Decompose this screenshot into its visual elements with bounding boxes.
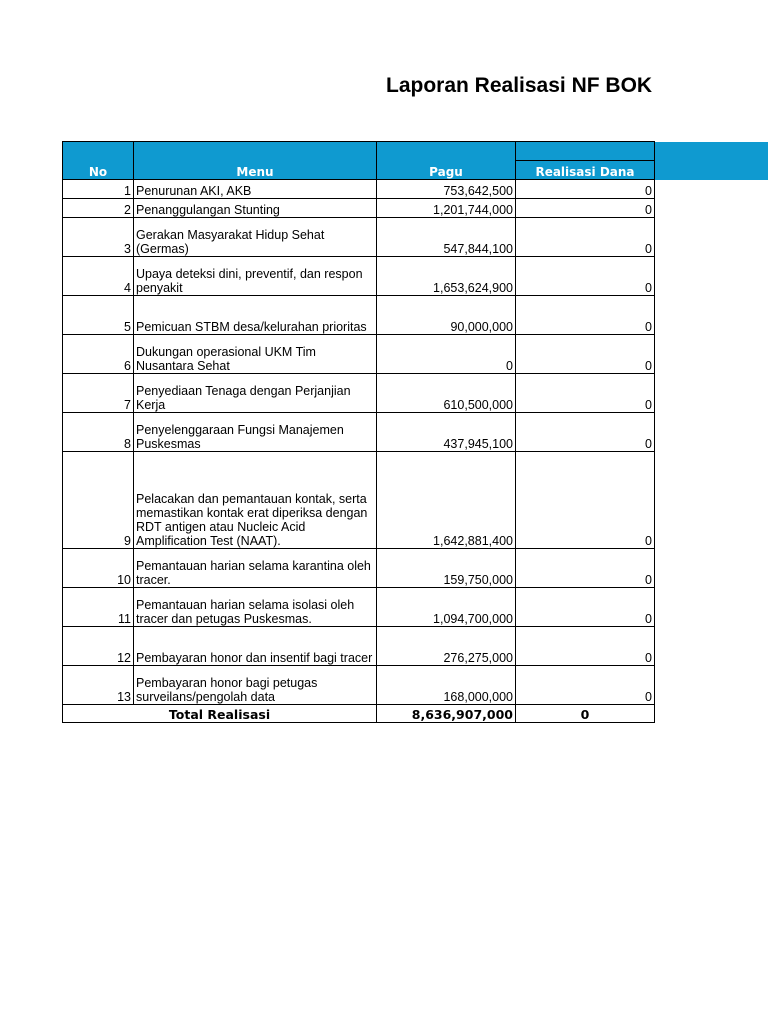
row-realisasi: 0 xyxy=(516,413,655,452)
row-realisasi: 0 xyxy=(516,199,655,218)
row-menu: Penyelenggaraan Fungsi Manajemen Puskesmas xyxy=(134,413,377,452)
col-header-realisasi: Realisasi Dana xyxy=(516,161,655,180)
col-header-menu: Menu xyxy=(134,142,377,180)
report-table xyxy=(62,141,655,723)
row-realisasi: 0 xyxy=(516,374,655,413)
table-row xyxy=(63,257,655,296)
row-no: 4 xyxy=(63,257,134,296)
col-header-group xyxy=(516,142,655,161)
row-menu: Pemantauan harian selama isolasi oleh tracer dan petugas Puskesmas. xyxy=(134,588,377,627)
table-row xyxy=(63,180,655,199)
row-menu: Penyediaan Tenaga dengan Perjanjian Kerja xyxy=(134,374,377,413)
row-pagu: 610,500,000 xyxy=(377,374,516,413)
row-pagu: 0 xyxy=(377,335,516,374)
row-pagu: 90,000,000 xyxy=(377,296,516,335)
table-row xyxy=(63,588,655,627)
row-pagu: 159,750,000 xyxy=(377,549,516,588)
row-realisasi: 0 xyxy=(516,257,655,296)
row-realisasi: 0 xyxy=(516,666,655,705)
row-realisasi: 0 xyxy=(516,296,655,335)
row-realisasi: 0 xyxy=(516,549,655,588)
row-realisasi: 0 xyxy=(516,588,655,627)
table-row xyxy=(63,452,655,549)
col-header-pagu: Pagu xyxy=(377,142,516,180)
table-row xyxy=(63,296,655,335)
row-pagu: 753,642,500 xyxy=(377,180,516,199)
row-pagu: 276,275,000 xyxy=(377,627,516,666)
total-pagu: 8,636,907,000 xyxy=(377,705,516,723)
table-row xyxy=(63,218,655,257)
row-pagu: 547,844,100 xyxy=(377,218,516,257)
table-row xyxy=(63,199,655,218)
table-row xyxy=(63,413,655,452)
row-menu: Penanggulangan Stunting xyxy=(134,199,377,218)
row-menu: Pelacakan dan pemantauan kontak, serta memastikan kontak erat diperiksa dengan RDT antigen atau Nucleic Acid Amplification Test (NAAT). xyxy=(134,452,377,549)
row-no: 11 xyxy=(63,588,134,627)
row-realisasi: 0 xyxy=(516,180,655,199)
row-no: 6 xyxy=(63,335,134,374)
row-realisasi: 0 xyxy=(516,218,655,257)
row-no: 13 xyxy=(63,666,134,705)
header-band xyxy=(655,142,768,180)
row-no: 1 xyxy=(63,180,134,199)
row-no: 9 xyxy=(63,452,134,549)
table-row xyxy=(63,549,655,588)
row-realisasi: 0 xyxy=(516,627,655,666)
row-menu: Upaya deteksi dini, preventif, dan respon penyakit xyxy=(134,257,377,296)
row-pagu: 1,653,624,900 xyxy=(377,257,516,296)
row-pagu: 1,642,881,400 xyxy=(377,452,516,549)
row-pagu: 1,201,744,000 xyxy=(377,199,516,218)
table-row xyxy=(63,666,655,705)
row-pagu: 437,945,100 xyxy=(377,413,516,452)
row-no: 8 xyxy=(63,413,134,452)
table-row xyxy=(63,627,655,666)
row-realisasi: 0 xyxy=(516,335,655,374)
row-menu: Pemicuan STBM desa/kelurahan prioritas xyxy=(134,296,377,335)
row-realisasi: 0 xyxy=(516,452,655,549)
row-no: 2 xyxy=(63,199,134,218)
row-no: 12 xyxy=(63,627,134,666)
row-no: 10 xyxy=(63,549,134,588)
row-no: 7 xyxy=(63,374,134,413)
row-no: 3 xyxy=(63,218,134,257)
table-row xyxy=(63,335,655,374)
row-menu: Penurunan AKI, AKB xyxy=(134,180,377,199)
total-realisasi: 0 xyxy=(516,705,655,723)
report-title: Laporan Realisasi NF BOK xyxy=(386,74,653,97)
row-no: 5 xyxy=(63,296,134,335)
row-pagu: 168,000,000 xyxy=(377,666,516,705)
row-menu: Pembayaran honor dan insentif bagi tracer xyxy=(134,627,377,666)
row-menu: Pembayaran honor bagi petugas surveilans/pengolah data xyxy=(134,666,377,705)
row-pagu: 1,094,700,000 xyxy=(377,588,516,627)
col-header-no: No xyxy=(63,142,134,180)
row-menu: Pemantauan harian selama karantina oleh tracer. xyxy=(134,549,377,588)
row-menu: Gerakan Masyarakat Hidup Sehat (Germas) xyxy=(134,218,377,257)
total-label: Total Realisasi xyxy=(63,705,377,723)
table-row xyxy=(63,374,655,413)
row-menu: Dukungan operasional UKM Tim Nusantara Sehat xyxy=(134,335,377,374)
